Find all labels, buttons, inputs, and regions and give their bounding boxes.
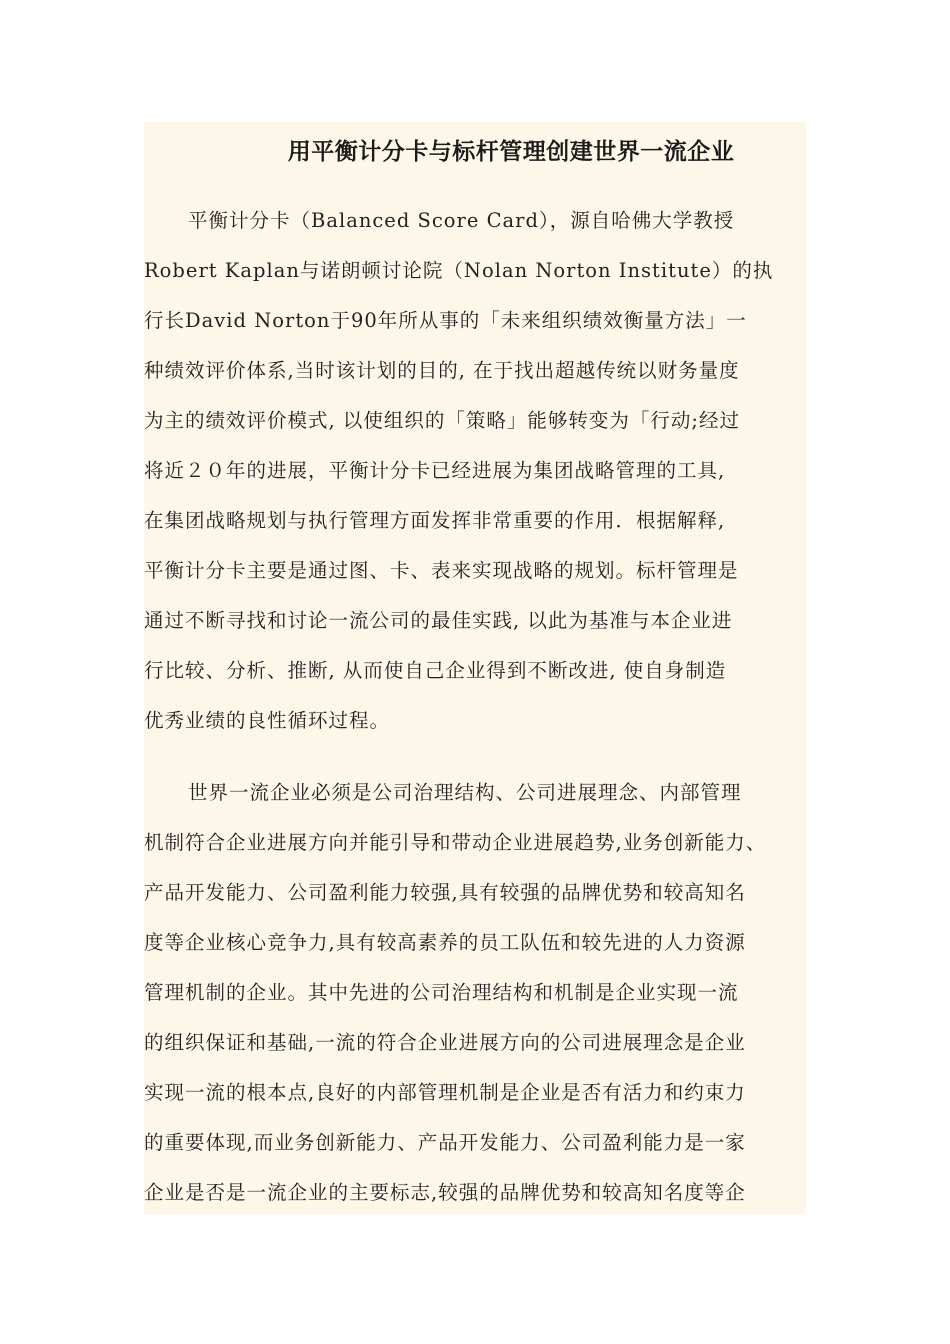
paragraph-line: 通过不断寻找和讨论一流公司的最佳实践, 以此为基准与本企业进 xyxy=(144,609,733,632)
paragraph-line: 平衡计分卡（Balanced Score Card），源自哈佛大学教授 xyxy=(188,209,735,232)
document-title: 用平衡计分卡与标杆管理创建世界一流企业 xyxy=(287,139,735,165)
paragraph-line: 行长David Norton于90年所从事的「未来组织绩效衡量方法」一 xyxy=(144,309,747,332)
paragraph-line: 在集团战略规划与执行管理方面发挥非常重要的作用．根据解释, xyxy=(144,509,726,532)
paragraph-line: 优秀业绩的良性循环过程。 xyxy=(144,709,391,732)
paragraph-line: 的重要体现,而业务创新能力、产品开发能力、公司盈利能力是一家 xyxy=(144,1131,746,1154)
paragraph-line: 管理机制的企业。其中先进的公司治理结构和机制是企业实现一流 xyxy=(144,981,739,1004)
paragraph-line: 世界一流企业必须是公司治理结构、公司进展理念、内部管理 xyxy=(188,781,742,804)
paragraph-line: 产品开发能力、公司盈利能力较强,具有较强的品牌优势和较高知名 xyxy=(144,881,746,904)
paragraph-line: 平衡计分卡主要是通过图、卡、表来实现战略的规划。标杆管理是 xyxy=(144,559,739,582)
paragraph-1 xyxy=(144,196,773,746)
paragraph-line: 企业是否是一流企业的主要标志,较强的品牌优势和较高知名度等企 xyxy=(144,1181,746,1204)
paragraph-2 xyxy=(144,768,766,1218)
paragraph-line: Robert Kaplan与诺朗顿讨论院（Nolan Norton Institute）的执 xyxy=(144,259,774,282)
paragraph-line: 种绩效评价体系,当时该计划的目的, 在于找出超越传统以财务量度 xyxy=(144,359,740,382)
paragraph-line: 实现一流的根本点,良好的内部管理机制是企业是否有活力和约束力 xyxy=(144,1081,746,1104)
paragraph-line: 为主的绩效评价模式, 以使组织的「策略」能够转变为「行动;经过 xyxy=(144,409,740,432)
paragraph-line: 行比较、分析、推断, 从而使自己企业得到不断改进, 使自身制造 xyxy=(144,659,727,682)
paragraph-line: 度等企业核心竞争力,具有较高素养的员工队伍和较先进的人力资源 xyxy=(144,931,746,954)
paragraph-line: 机制符合企业进展方向并能引导和带动企业进展趋势,业务创新能力、 xyxy=(144,831,767,854)
paragraph-line: 将近２０年的进展，平衡计分卡已经进展为集团战略管理的工具, xyxy=(144,459,726,482)
paragraph-line: 的组织保证和基础,一流的符合企业进展方向的公司进展理念是企业 xyxy=(144,1031,746,1054)
